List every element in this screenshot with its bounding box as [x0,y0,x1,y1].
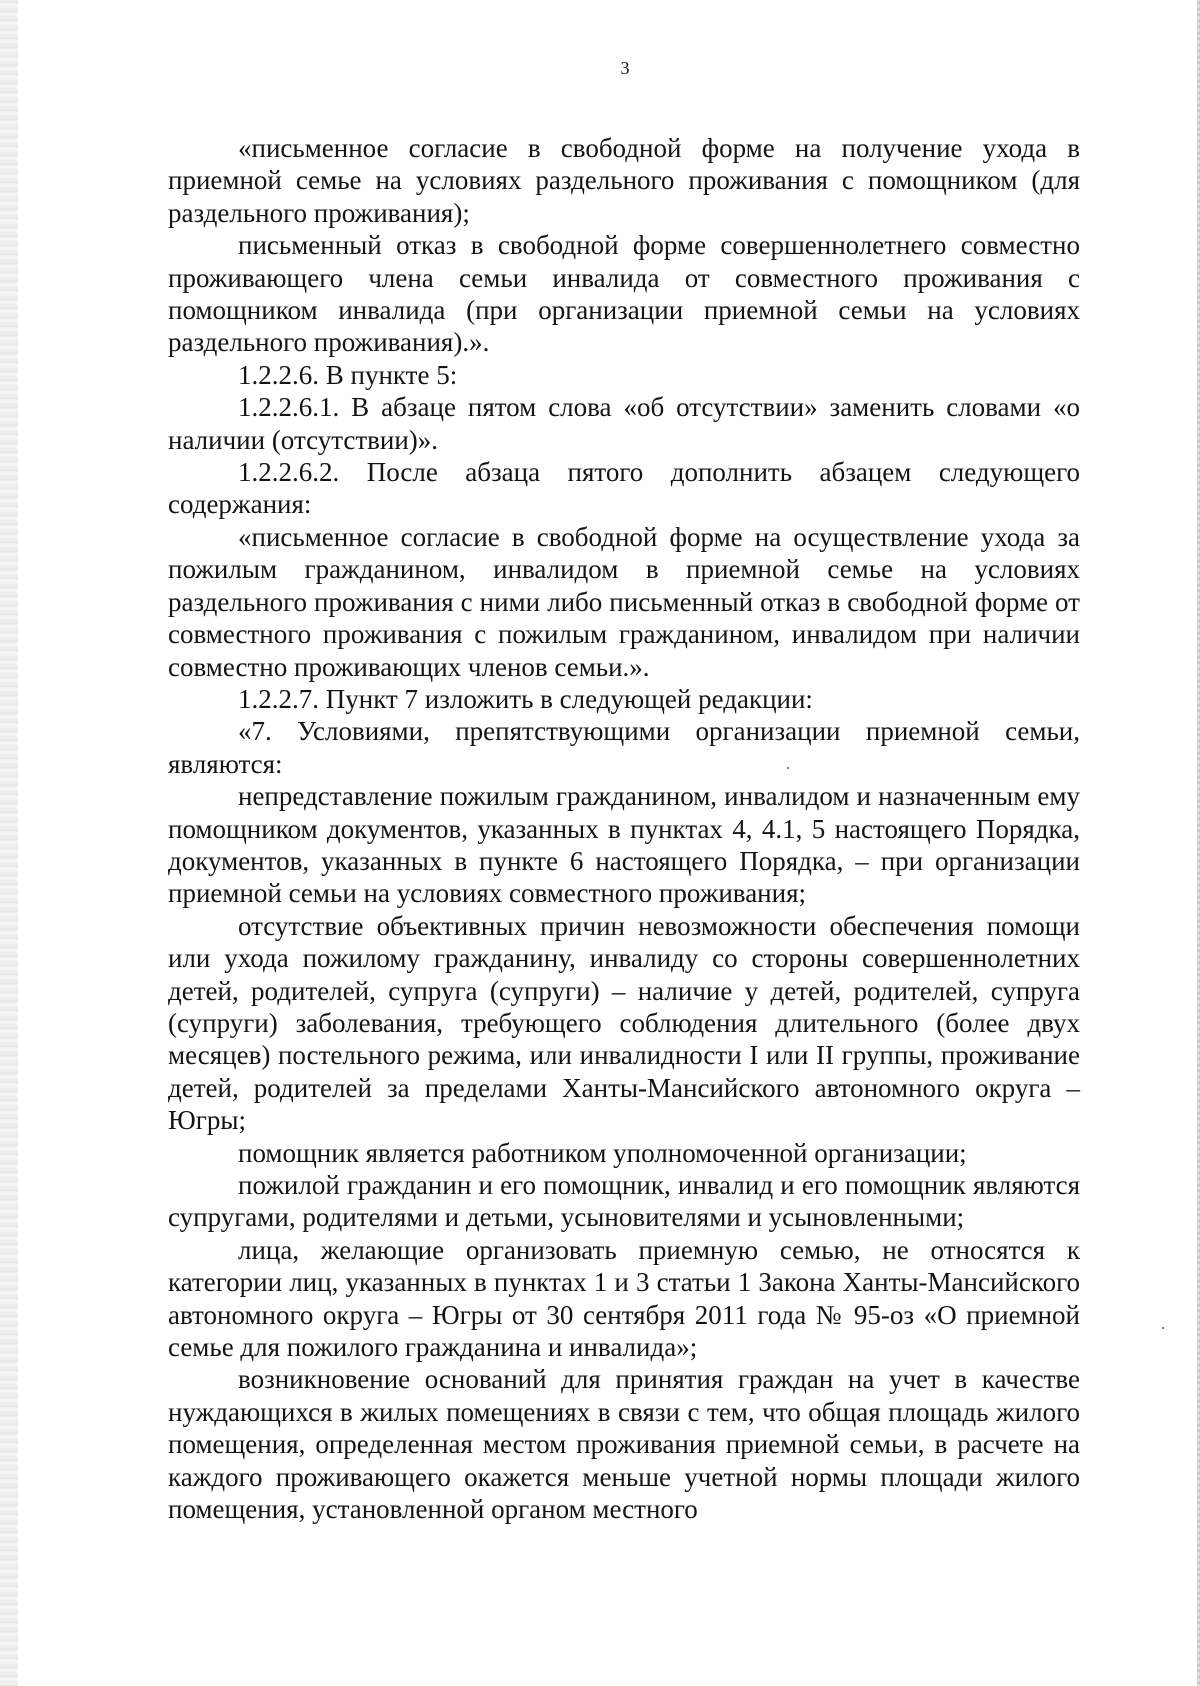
scan-speck [1162,1327,1164,1329]
paragraph-condition-documents: непредставление пожилым гражданином, инвалидом и назначенным ему помощником документов, указанных в пунктах 4, 4.1, 5 настоящего Порядка, документов, указанных в пункте 6 настоящего Порядка, – при организации приемной семьи на условиях совместного проживания; [168,781,1080,909]
document-body [168,132,1080,1525]
paragraph-clause-1-2-2-6: 1.2.2.6. В пункте 5: [238,359,458,390]
paragraph-consent-separate-living: «письменное согласие в свободной форме на получение ухода в приемной семье на условиях раздельного проживания с помощником (для раздельного проживания); [168,133,1080,228]
paragraph-point-7-intro: «7. Условиями, препятствующими организации приемной семьи, являются: [168,716,1080,779]
paragraph-condition-objective-reasons: отсутствие объективных причин невозможности обеспечения помощи или ухода пожилому гражданину, инвалиду со стороны совершеннолетних детей, родителей, супруга (супруги) – наличие у детей, родителей, супруга (супруги) заболевания, требующего соблюдения длительного (более двух месяцев) постельного режима, или инвалидности I или II группы, проживание детей, родителей за пределами Ханты-Мансийского автономного округа – Югры; [168,910,1080,1136]
paragraph-condition-law-categories: лица, желающие организовать приемную семью, не относятся к категории лиц, указанных в пунктах 1 и 3 статьи 1 Закона Ханты-Мансийского автономного округа – Югры от 30 сентября 2011 года № 95-оз «О приемной семье для пожилого гражданина и инвалида»; [168,1234,1080,1363]
paragraph-clause-1-2-2-6-2: 1.2.2.6.2. После абзаца пятого дополнить абзацем следующего содержания: [168,457,1080,520]
paragraph-refusal-family-member: письменный отказ в свободной форме совершеннолетнего совместно проживающего члена семьи инвалида от совместного проживания с помощником инвалида (при организации приемной семьи на условиях раздельного проживания).». [168,230,1080,358]
paragraph-condition-housing: возникновение оснований для принятия граждан на учет в качестве нуждающихся в жилых помещениях в связи с тем, что общая площадь жилого помещения, определенная местом проживания приемной семьи, в расчете на каждого проживающего окажется меньше учетной нормы площади жилого помещения, установленной органом местного [168,1364,1080,1525]
paragraph-condition-relatives: пожилой гражданин и его помощник, инвалид и его помощник являются супругами, родителями и детьми, усыновителями и усыновленными; [168,1170,1080,1233]
paragraph-clause-1-2-2-7: 1.2.2.7. Пункт 7 изложить в следующей редакции: [238,683,813,714]
page-number: 3 [620,58,630,78]
scan-speck [787,767,789,769]
scan-edge-left [0,0,18,1686]
paragraph-clause-1-2-2-6-1: 1.2.2.6.1. В абзаце пятом слова «об отсутствии» заменить словами «о наличии (отсутствии)». [168,392,1080,455]
paragraph-consent-care: «письменное согласие в свободной форме на осуществление ухода за пожилым гражданином, инвалидом в приемной семье на условиях раздельного проживания с ними либо письменный отказ в свободной форме от совместного проживания с пожилым гражданином, инвалидом при наличии совместно проживающих членов семьи.». [168,521,1080,682]
paragraph-condition-employee: помощник является работником уполномоченной организации; [238,1137,967,1168]
